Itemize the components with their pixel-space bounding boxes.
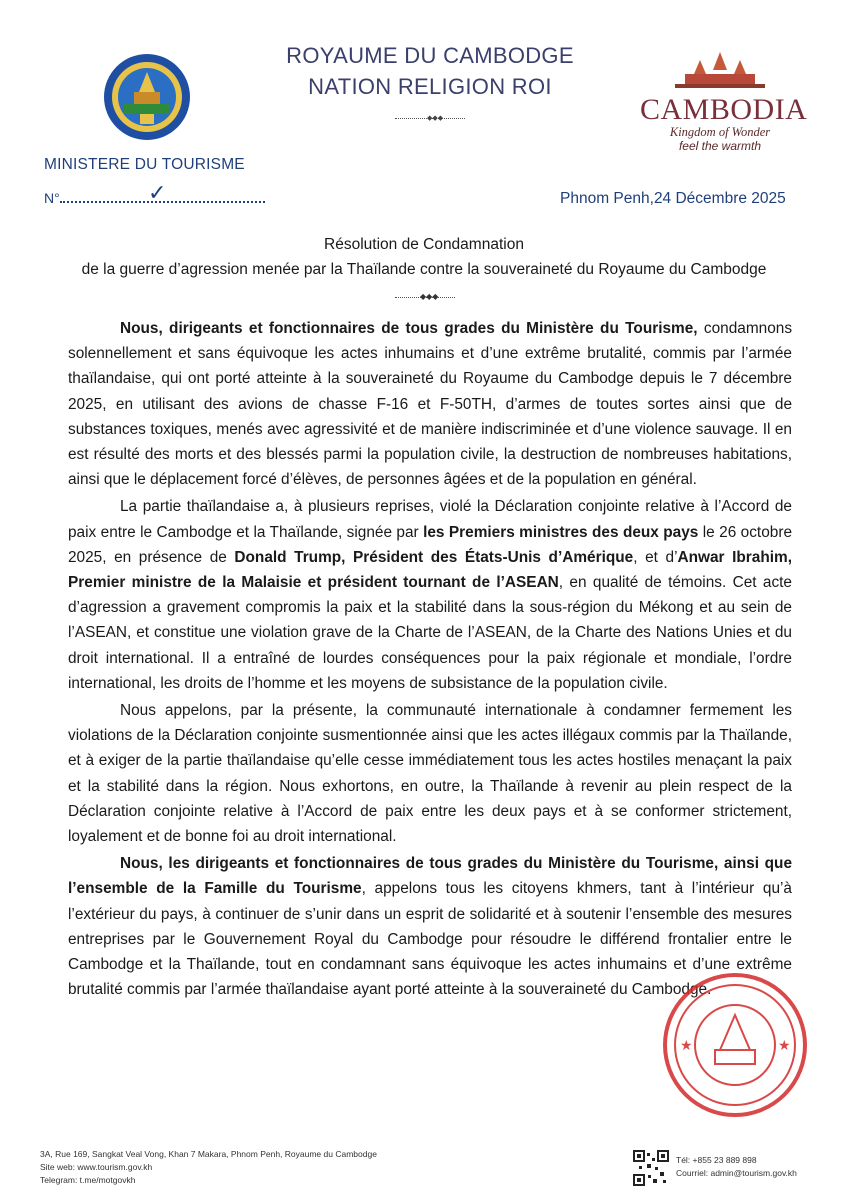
svg-text:★: ★ <box>778 1038 791 1054</box>
document-title: Résolution de Condamnation <box>324 236 524 253</box>
reference-label: N° <box>44 190 60 206</box>
cambodia-brand-logo <box>640 50 808 153</box>
svg-text:★: ★ <box>680 1038 693 1054</box>
paragraph-4-bold: Nous, les dirigeants et fonctionnaires de tous grades du Ministère du Tourisme, ainsi que l’ensemble de la Famille du Tourisme <box>68 855 792 898</box>
footer-contact-right <box>676 1154 797 1180</box>
paragraph-1-bold: Nous, dirigeants et fonctionnaires de tous grades du Ministère du Tourisme, <box>120 320 698 337</box>
brand-name: CAMBODIA <box>640 93 808 126</box>
angkor-temple-icon <box>665 50 775 90</box>
paragraph-1-text: condamnons solennellement et sans équivoque les actes inhumains et d’une extrême brutalité, commis par l’armée thaïlandaise, qui ont porté atteinte à la souveraineté du Royaume du Cambodge depuis le 7 décembre 2025, en utilisant des avions de chasse F-16 et F-50TH, d’armes de toutes sortes ainsi que de substances toxiques, menés avec agressivité et de manière indiscriminée et d’une violence sauvage. Il en est résulté des morts et des blessés parmi la population civile, la destruction de nombreuses habitations, ainsi que le déplacement forcé d’élèves, de personnes âgées et de la population en général. <box>68 320 793 489</box>
dateline-date: 24 Décembre 2025 <box>653 190 786 207</box>
paragraph-2-e: , en qualité de témoins. Cet acte d’agression a gravement compromis la paix et la stabilité dans la sous-région du Mékong et au sein de l’ASEAN, et constitue une violation grave de la Charte de l’ASEAN, de la Charte des Nations Unies et du droit international. Il a entraîné de lourdes conséquences pour la paix régionale et mondiale, l’ordre international, les droits de l’homme et les moyens de subsistance de la population civile. <box>68 574 792 692</box>
document-body <box>68 316 792 1004</box>
brand-tagline-2: feel the warmth <box>678 139 762 153</box>
paragraph-2-d: , et d’ <box>633 548 678 566</box>
paragraph-4-text: , appelons tous les citoyens khmers, tant à l’intérieur qu’à l’extérieur du pays, à continuer de s’unir dans un esprit de solidarité et à soutenir l’ensemble des mesures entreprises par le Gouvernement Royal du Cambodge pour résoudre le différend frontalier entre le Cambodge et la Thaïlande, tout en condamnant sans équivoque les actes inhumains et d’une extrême brutalité commis par l’armée thaïlandaise ayant porté atteinte à la souveraineté du Cambodge. <box>68 880 792 999</box>
dateline <box>560 190 786 208</box>
footer-contact-left <box>40 1148 377 1187</box>
paragraph-2-a: La partie thaïlandaise a, à plusieurs reprises, violé la Déclaration conjointe relative à l’Accord de paix entre le Cambodge et la Thaïlande, signée par <box>68 498 792 541</box>
kingdom-line-1: ROYAUME DU CAMBODGE <box>286 43 574 68</box>
footer-telegram: Telegram: t.me/motgovkh <box>40 1175 136 1185</box>
kingdom-heading <box>240 40 620 102</box>
check-mark: ✓ <box>148 180 167 205</box>
brand-tagline-1: Kingdom of Wonder <box>669 125 771 139</box>
title-divider-ornament: ◆◆◆ <box>420 292 439 301</box>
paragraph-2 <box>68 494 792 696</box>
ministry-name: MINISTERE DU TOURISME <box>44 156 245 173</box>
document-subtitle: de la guerre d’agression menée par la Thaïlande contre la souveraineté du Royaume du Cambodge <box>81 261 767 278</box>
footer-website: Site web: www.tourism.gov.kh <box>40 1162 153 1172</box>
footer-email: Courriel: admin@tourism.gov.kh <box>676 1168 797 1178</box>
paragraph-2-bold-3: Anwar Ibrahim, Premier ministre de la Malaisie et président tournant de l’ASEAN <box>68 548 792 592</box>
footer-phone: Tél: +855 23 889 898 <box>676 1155 757 1165</box>
dateline-city: Phnom Penh, <box>560 190 654 207</box>
kingdom-line-2: NATION RELIGION ROI <box>308 74 552 99</box>
paragraph-1 <box>68 316 792 492</box>
paragraph-2-bold-1: les Premiers ministres des deux pays <box>423 523 699 541</box>
ministry-seal-logo <box>102 52 192 147</box>
heading-divider-ornament: ◆◆◆ <box>427 115 444 122</box>
paragraph-3: Nous appelons, par la présente, la communauté internationale à condamner fermement les violations de la Déclaration conjointe susmentionnée ainsi que les actes illégaux commis par la Thaïlande, et à exiger de la partie thaïlandaise qu’elle cesse immédiatement tous les actes hostiles menaçant la paix et la stabilité dans la région. Nous exhortons, en outre, la Thaïlande à revenir au plein respect de la Déclaration conjointe relative à l’Accord de paix entre les deux pays et à se conformer strictement, loyalement et de bonne foi au droit international. <box>68 702 792 846</box>
paragraph-2-c: le 26 octobre 2025, en présence de <box>68 523 793 566</box>
qr-code-icon <box>633 1150 669 1186</box>
footer-address: 3A, Rue 169, Sangkat Veal Vong, Khan 7 Makara, Phnom Penh, Royaume du Cambodge <box>40 1149 377 1159</box>
paragraph-2-bold-2: Donald Trump, Président des États-Unis d’Amérique <box>234 548 634 566</box>
official-stamp <box>660 970 810 1125</box>
